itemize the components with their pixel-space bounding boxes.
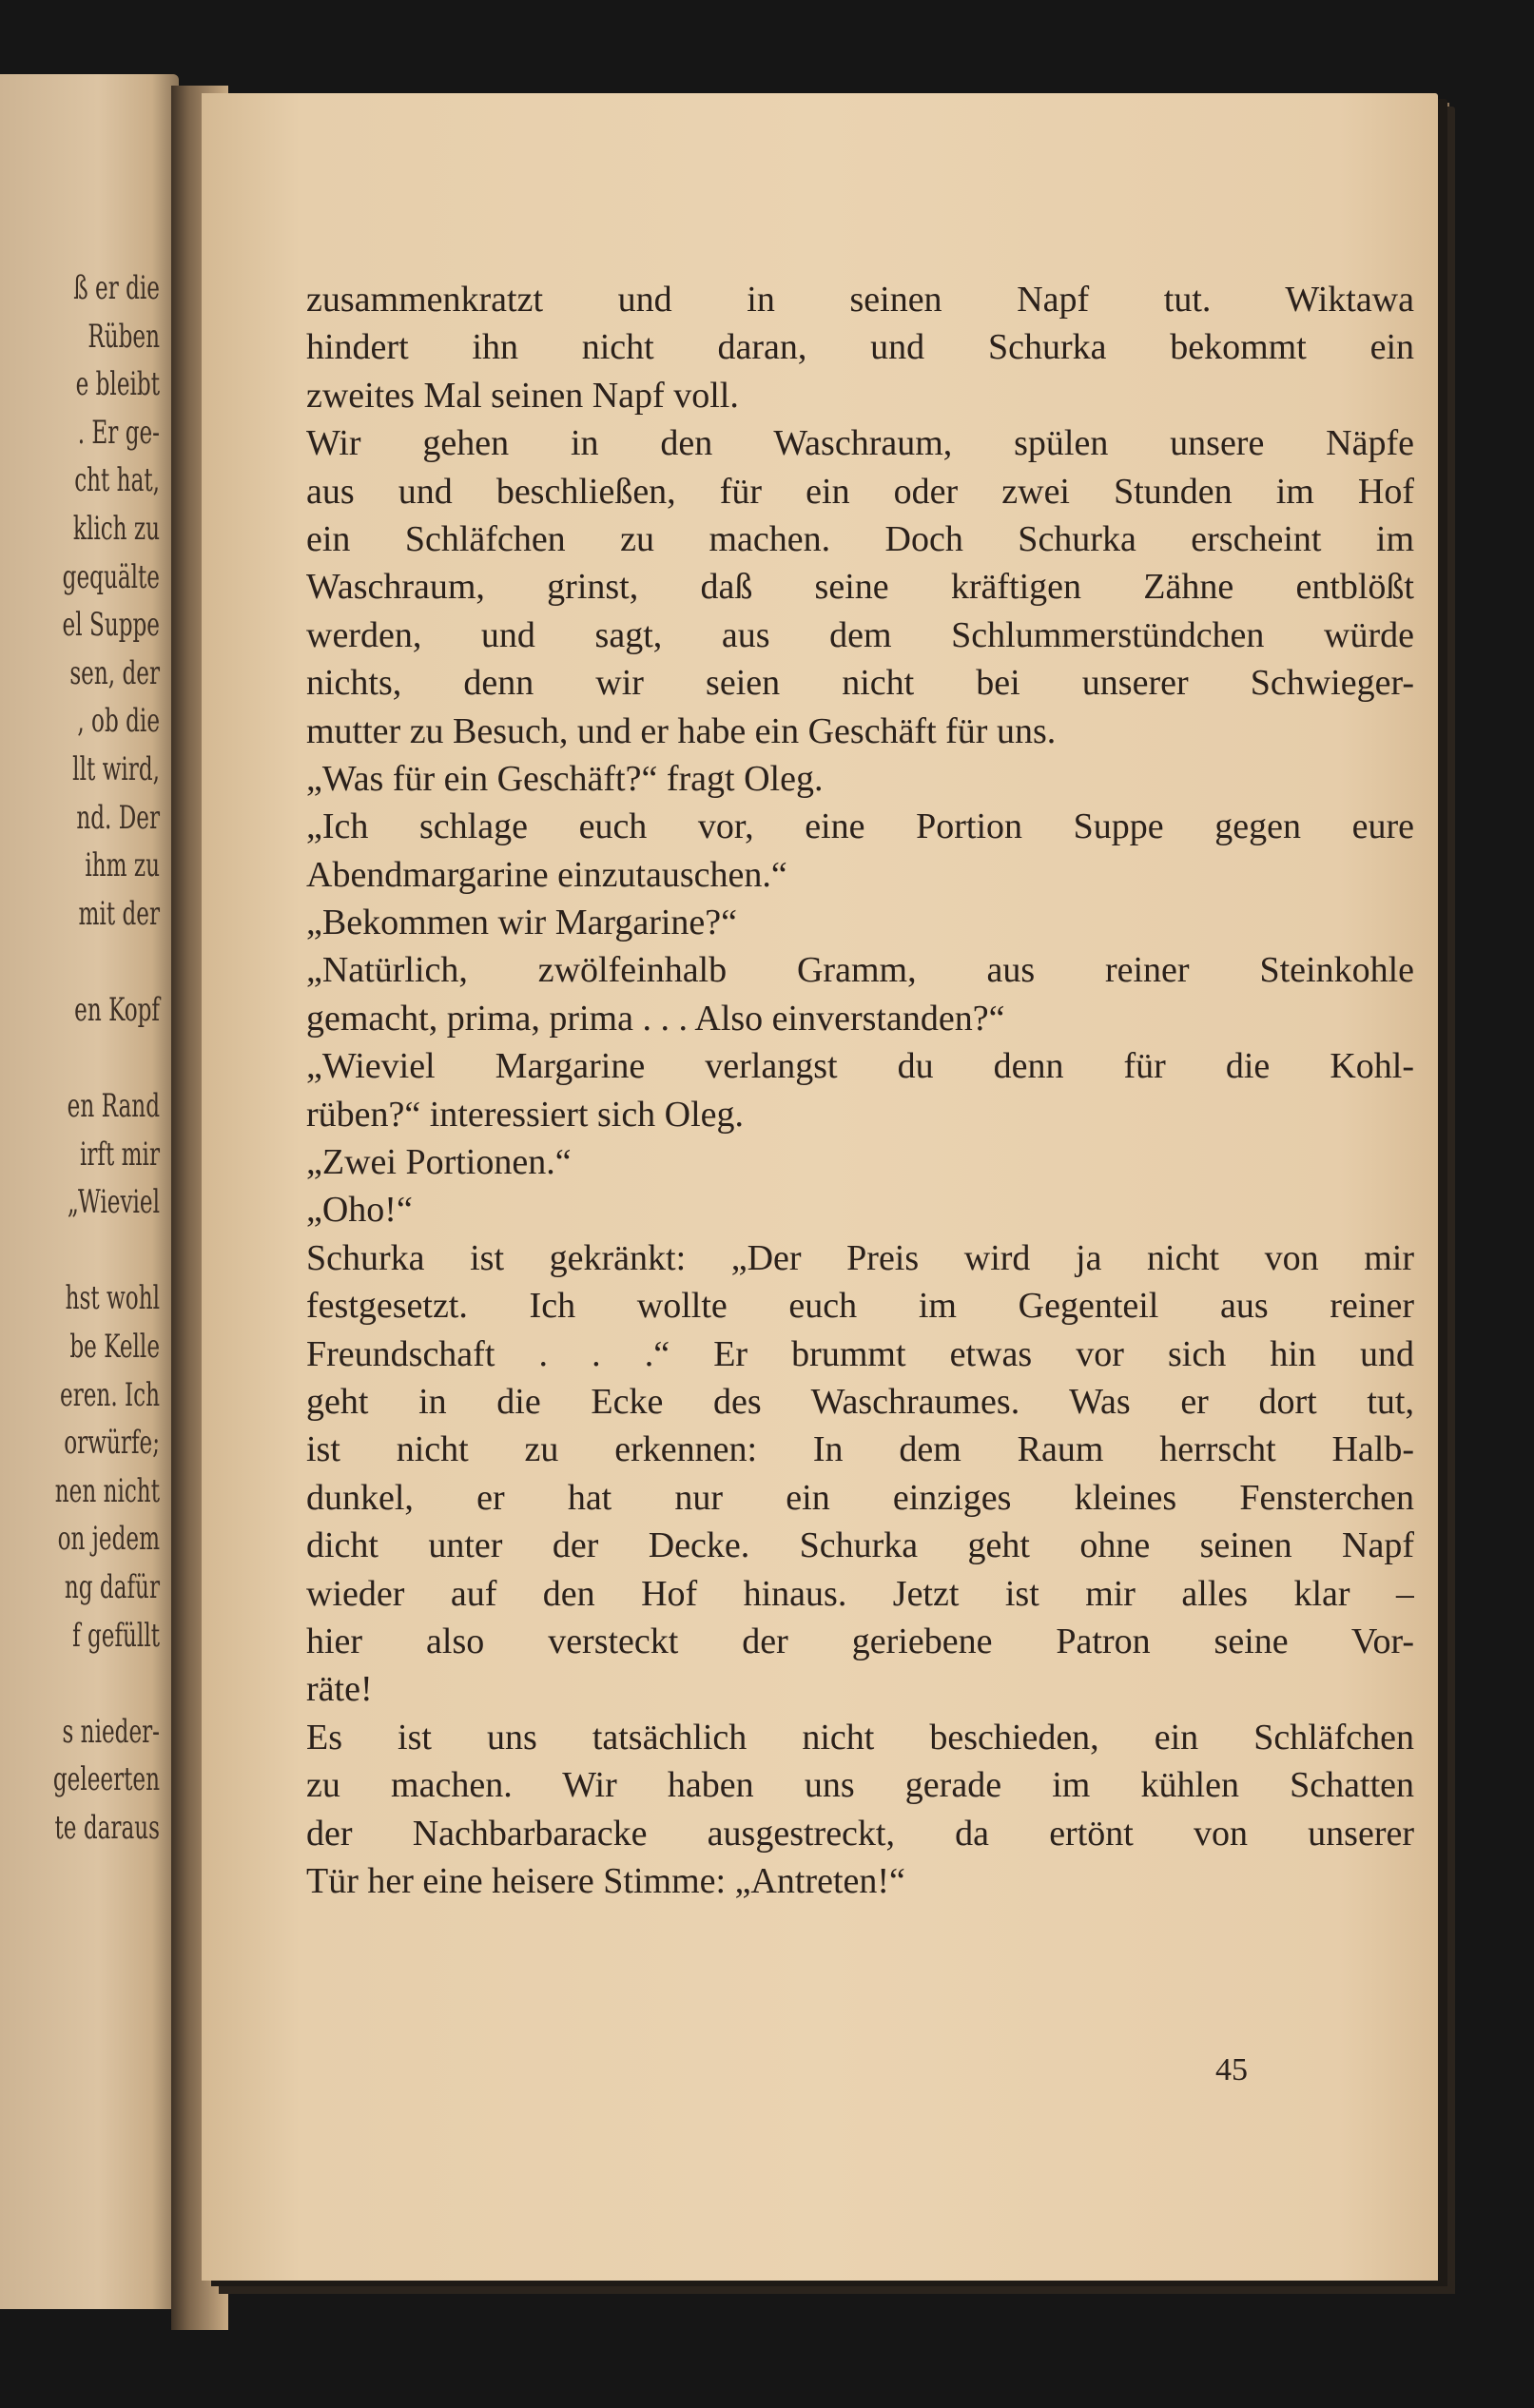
left-page-fragment: . Er ge- [77, 413, 160, 452]
text-line: hindert ihn nicht daran, und Schurka bekommt ein [306, 327, 1414, 368]
left-page-fragment: mit der [78, 894, 160, 933]
text-line: räte! [306, 1669, 373, 1710]
left-page-fragment: llt wird, [72, 749, 160, 788]
text-line: geht in die Ecke des Waschraumes. Was er dort tut, [306, 1381, 1414, 1422]
left-page-fragment: Rüben [87, 317, 160, 356]
text-line: der Nachbarbaracke ausgestreckt, da ertönt von unserer [306, 1813, 1414, 1854]
text-line: rüben?“ interessiert sich Oleg. [306, 1094, 745, 1135]
left-page-fragment: s nieder- [62, 1712, 160, 1751]
left-page-fragment [30, 1035, 160, 1083]
left-page-fragment: „Wieviel [67, 1183, 160, 1222]
left-page-fragment: nd. Der [76, 798, 160, 837]
text-line: ist nicht zu erkennen: In dem Raum herrscht Halb- [306, 1429, 1414, 1470]
left-page-fragment: cht hat, [74, 461, 160, 500]
text-line: „Oho!“ [306, 1190, 413, 1231]
left-page-fragment [30, 1660, 160, 1708]
page-number: 45 [1215, 2052, 1248, 2088]
text-line: Waschraum, grinst, daß seine kräftigen Zähne entblößt [306, 567, 1414, 608]
text-line: „Bekommen wir Margarine?“ [306, 903, 738, 943]
left-page-fragment: e bleibt [75, 365, 160, 404]
left-page-fragment: en Kopf [74, 990, 160, 1029]
left-page [0, 74, 179, 2309]
left-page-fragment: en Rand [67, 1087, 160, 1126]
left-page-fragment: , ob die [77, 702, 160, 741]
left-page-fragment: ihm zu [85, 846, 160, 885]
left-page-fragment: f gefüllt [72, 1616, 160, 1655]
text-line: „Natürlich, zwölfeinhalb Gramm, aus reiner Steinkohle [306, 950, 1414, 991]
left-page-fragment: geleerten [52, 1760, 160, 1799]
text-line: zusammenkratzt und in seinen Napf tut. Wiktawa [306, 280, 1414, 320]
left-page-fragment: ng dafür [64, 1568, 160, 1607]
left-page-fragment: orwürfe; [64, 1424, 160, 1463]
left-page-text-fragments [30, 264, 160, 1853]
left-page-fragment [30, 938, 160, 986]
text-line: zweites Mal seinen Napf voll. [306, 375, 739, 416]
text-line: Tür her eine heisere Stimme: „Antreten!“ [306, 1860, 905, 1901]
text-line: „Wieviel Margarine verlangst du denn für die Kohl- [306, 1046, 1414, 1087]
left-page-fragment: hst wohl [65, 1279, 160, 1318]
text-line: nichts, denn wir seien nicht bei unserer Schwieger- [306, 663, 1414, 704]
text-line: wieder auf den Hof hinaus. Jetzt ist mir alles klar – [306, 1573, 1414, 1614]
text-line: „Zwei Portionen.“ [306, 1142, 572, 1183]
text-line: „Was für ein Geschäft?“ fragt Oleg. [306, 758, 824, 799]
left-page-fragment: el Suppe [62, 606, 160, 645]
text-line: hier also versteckt der geriebene Patron seine Vor- [306, 1621, 1414, 1661]
text-line: werden, und sagt, aus dem Schlummerstündchen würde [306, 614, 1414, 655]
text-line: Es ist uns tatsächlich nicht beschieden, ein Schläfchen [306, 1717, 1414, 1757]
text-line: gemacht, prima, prima . . . Also einverstanden?“ [306, 998, 1005, 1039]
text-line: Freundschaft . . .“ Er brummt etwas vor sich hin und [306, 1333, 1414, 1374]
left-page-fragment: be Kelle [69, 1328, 160, 1367]
text-line: Wir gehen in den Waschraum, spülen unsere Näpfe [306, 423, 1414, 464]
text-line: dunkel, er hat nur ein einziges kleines Fensterchen [306, 1477, 1414, 1518]
text-line: Schurka ist gekränkt: „Der Preis wird ja nicht von mir [306, 1237, 1414, 1278]
text-line: dicht unter der Decke. Schurka geht ohne seinen Napf [306, 1525, 1414, 1566]
left-page-fragment: klich zu [72, 509, 160, 548]
text-line: ein Schläfchen zu machen. Doch Schurka erscheint im [306, 518, 1414, 559]
text-line: festgesetzt. Ich wollte euch im Gegenteil aus reiner [306, 1286, 1414, 1327]
left-page-fragment: nen nicht [54, 1471, 160, 1510]
left-page-fragment: on jedem [57, 1520, 160, 1559]
left-page-fragment: gequälte [62, 557, 160, 596]
text-line: aus und beschließen, für ein oder zwei Stunden im Hof [306, 471, 1414, 512]
left-page-fragment: eren. Ich [60, 1375, 160, 1414]
text-line: Abendmargarine einzutauschen.“ [306, 854, 787, 895]
text-line: zu machen. Wir haben uns gerade im kühlen Schatten [306, 1765, 1414, 1806]
left-page-fragment: te daraus [54, 1809, 160, 1847]
text-line: „Ich schlage euch vor, eine Portion Suppe gegen eure [306, 806, 1414, 847]
left-page-fragment: sen, der [69, 653, 160, 692]
left-page-fragment: irft mir [79, 1135, 160, 1174]
left-page-fragment: ß er die [73, 269, 160, 307]
left-page-fragment [30, 1227, 160, 1275]
text-line: mutter zu Besuch, und er habe ein Geschäft für uns. [306, 710, 1057, 751]
right-page [202, 93, 1438, 2281]
body-text [306, 276, 1414, 1905]
